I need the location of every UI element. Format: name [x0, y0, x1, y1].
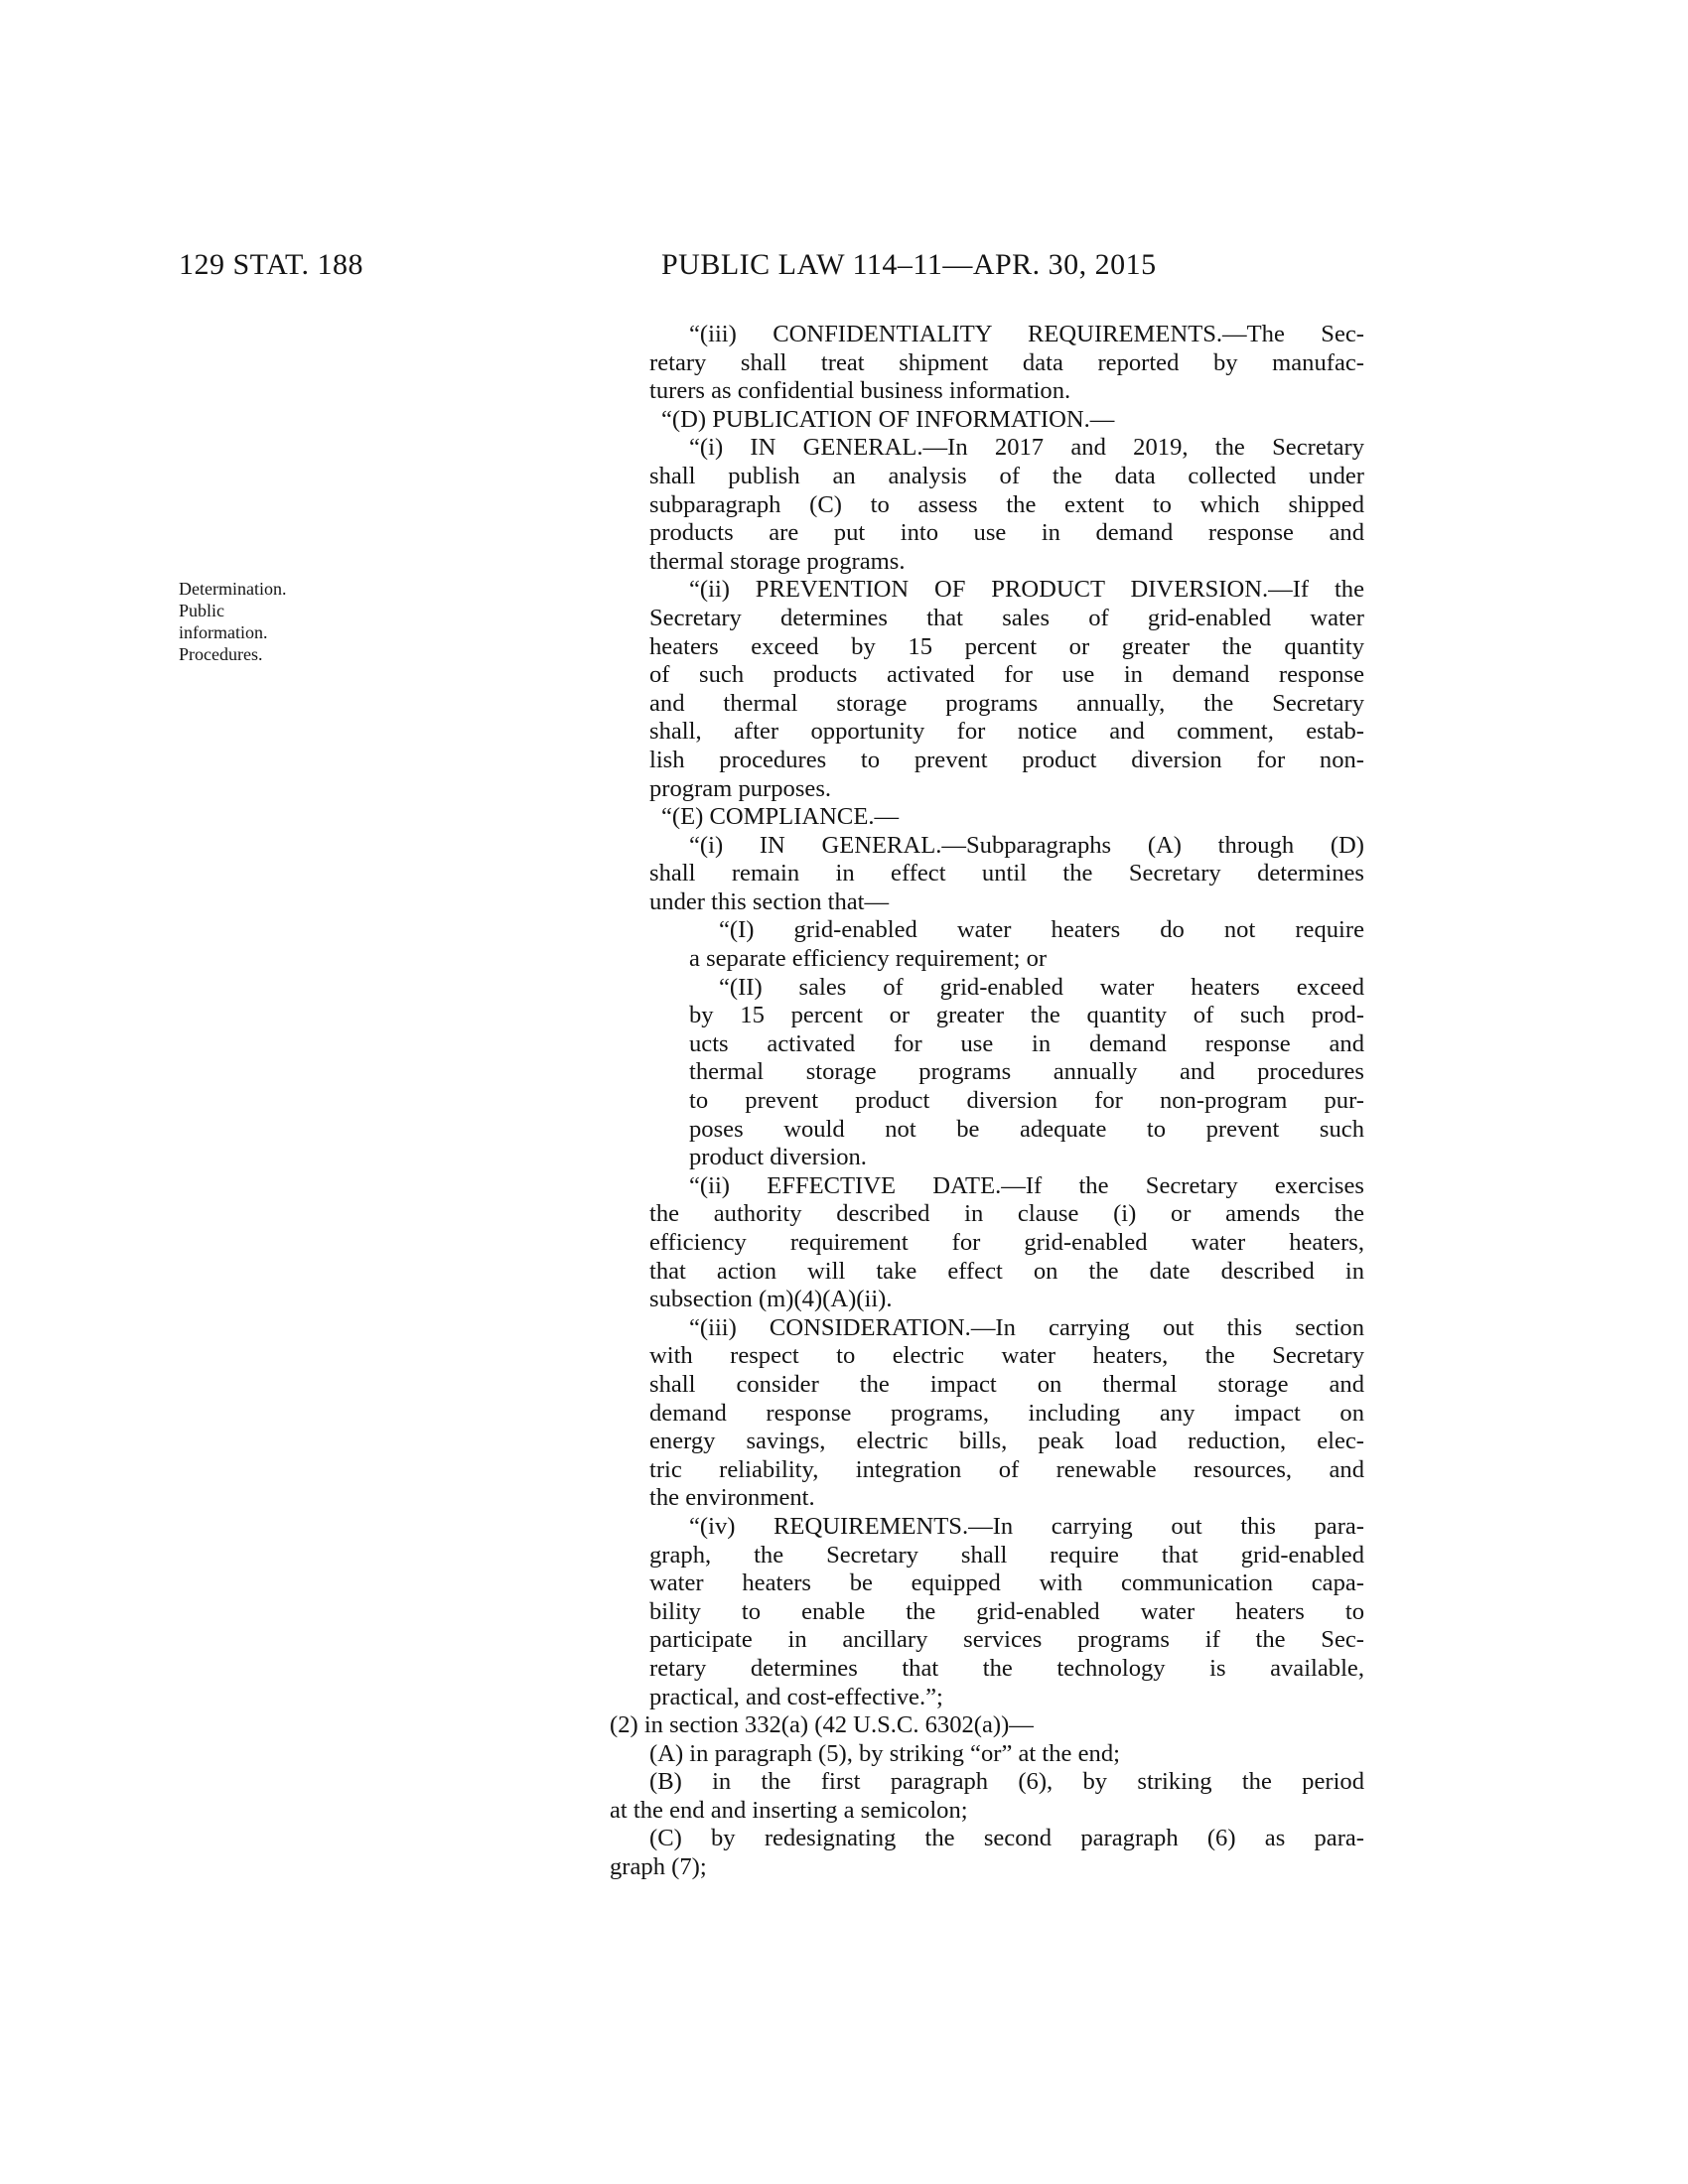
text-line: Secretary determines that sales of grid-enabled water — [649, 604, 1364, 631]
text-line: bility to enable the grid-enabled water heaters to — [649, 1597, 1364, 1625]
margin-note-line: Procedures. — [179, 644, 263, 664]
text-line: retary determines that the technology is available, — [649, 1654, 1364, 1682]
text-line: shall, after opportunity for notice and comment, estab- — [649, 718, 1364, 746]
text-line: (B) in the first paragraph (6), by striking the period — [649, 1768, 1364, 1796]
text-line: poses would not be adequate to prevent such — [689, 1115, 1364, 1143]
text-line: “(iii) CONFIDENTIALITY REQUIREMENTS.—The Sec- — [689, 321, 1364, 347]
text-line: ucts activated for use in demand response and — [689, 1029, 1364, 1057]
text-line: program purposes. — [649, 774, 832, 802]
text-line: thermal storage programs annually and procedures — [689, 1058, 1364, 1086]
text-line: “(i) IN GENERAL.—In 2017 and 2019, the Secretary — [689, 434, 1364, 462]
text-line: of such products activated for use in demand response — [649, 661, 1364, 689]
text-line: (C) by redesignating the second paragraph (6) as para- — [649, 1825, 1364, 1852]
text-line: shall consider the impact on thermal storage and — [649, 1370, 1364, 1398]
text-line: graph (7); — [610, 1853, 707, 1881]
text-line: with respect to electric water heaters, the Secretary — [649, 1342, 1364, 1370]
text-line: the environment. — [649, 1484, 815, 1512]
text-line: demand response programs, including any impact on — [649, 1399, 1364, 1427]
text-line: a separate efficiency requirement; or — [689, 945, 1048, 973]
text-line: practical, and cost-effective.”; — [649, 1683, 943, 1710]
text-line: turers as confidential business information. — [649, 377, 1071, 405]
text-line: shall publish an analysis of the data collected under — [649, 462, 1364, 489]
text-line: (A) in paragraph (5), by striking “or” at the end; — [649, 1739, 1120, 1767]
text-line: thermal storage programs. — [649, 547, 906, 575]
text-line: heaters exceed by 15 percent or greater the quantity — [649, 632, 1364, 660]
text-line: subparagraph (C) to assess the extent to which shipped — [649, 490, 1364, 518]
text-line: shall remain in effect until the Secretary determines — [649, 860, 1364, 887]
text-line: energy savings, electric bills, peak load reduction, elec- — [649, 1428, 1364, 1455]
text-line: (2) in section 332(a) (42 U.S.C. 6302(a))— — [610, 1711, 1034, 1739]
text-line: retary shall treat shipment data reported by manufac- — [649, 348, 1364, 376]
text-line: tric reliability, integration of renewable resources, and — [649, 1455, 1364, 1483]
margin-note-line: Public — [179, 601, 225, 620]
text-line: “(i) IN GENERAL.—Subparagraphs (A) through (D) — [689, 831, 1364, 859]
text-line: “(ii) PREVENTION OF PRODUCT DIVERSION.—If the — [689, 576, 1364, 604]
text-line: to prevent product diversion for non-program pur- — [689, 1087, 1364, 1115]
text-line: “(E) COMPLIANCE.— — [661, 803, 900, 831]
text-line: “(ii) EFFECTIVE DATE.—If the Secretary exercises — [689, 1171, 1364, 1199]
text-line: “(iii) CONSIDERATION.—In carrying out this section — [689, 1313, 1364, 1341]
text-line: by 15 percent or greater the quantity of such prod- — [689, 1002, 1364, 1029]
text-line: product diversion. — [689, 1144, 867, 1171]
running-head: PUBLIC LAW 114–11—APR. 30, 2015 — [661, 248, 1157, 281]
text-line: lish procedures to prevent product diversion for non- — [649, 746, 1364, 773]
text-line: “(D) PUBLICATION OF INFORMATION.— — [661, 405, 1115, 433]
text-line: “(I) grid-enabled water heaters do not require — [719, 916, 1364, 944]
text-line: subsection (m)(4)(A)(ii). — [649, 1286, 893, 1313]
text-line: at the end and inserting a semicolon; — [610, 1796, 968, 1824]
text-line: “(II) sales of grid-enabled water heaters exceed — [719, 973, 1364, 1001]
text-line: efficiency requirement for grid-enabled water heaters, — [649, 1229, 1364, 1256]
text-line: water heaters be equipped with communication capa- — [649, 1570, 1364, 1597]
statute-body-text — [610, 321, 1364, 1882]
text-line: graph, the Secretary shall require that grid-enabled — [649, 1541, 1364, 1569]
text-line: that action will take effect on the date described in — [649, 1257, 1364, 1285]
text-line: under this section that— — [649, 887, 890, 915]
text-line: products are put into use in demand response and — [649, 519, 1364, 547]
margin-note-line: Determination. — [179, 579, 287, 599]
text-line: participate in ancillary services programs if the Sec- — [649, 1626, 1364, 1654]
margin-note-line: information. — [179, 622, 268, 642]
text-line: the authority described in clause (i) or amends the — [649, 1200, 1364, 1228]
margin-note — [179, 578, 377, 665]
text-line: “(iv) REQUIREMENTS.—In carrying out this para- — [689, 1512, 1364, 1540]
text-line: and thermal storage programs annually, the Secretary — [649, 689, 1364, 717]
page-number: 129 STAT. 188 — [179, 248, 364, 281]
